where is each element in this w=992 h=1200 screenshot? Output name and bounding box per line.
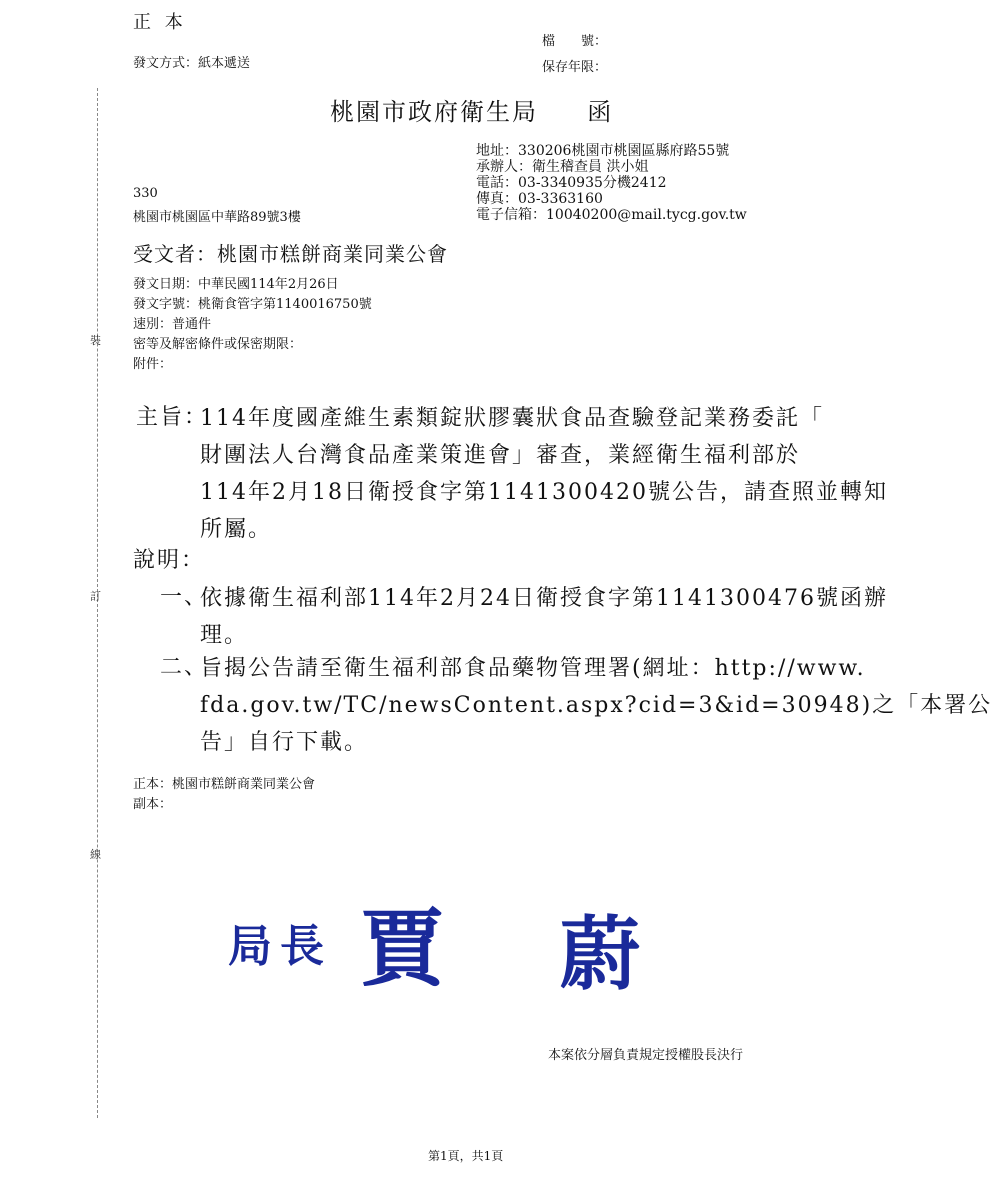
- secrecy-level: 密等及解密條件或保密期限：: [133, 337, 303, 352]
- distribution-original: 正本：桃園市糕餅商業同業公會: [133, 777, 316, 792]
- doc-type: 函: [587, 98, 614, 126]
- document-title: [330, 92, 613, 127]
- binding-mark: 訂: [90, 590, 101, 603]
- explanation-item: [200, 650, 992, 761]
- agency-name: 桃園市政府衛生局: [330, 98, 538, 126]
- subject-line: 114年2月18日衛授食字第1141300420號公告，請查照並轉知: [200, 480, 888, 505]
- subject-body: [200, 400, 888, 548]
- file-number-label: 檔 號：: [542, 34, 608, 49]
- explanation-item: [200, 580, 888, 654]
- contact-phone: 電話：03-3340935分機2412: [476, 175, 667, 191]
- binding-mark: 線: [90, 848, 101, 861]
- contact-address: 地址：330206桃園市桃園區縣府路55號: [476, 143, 730, 159]
- explanation-line: 理。: [200, 623, 249, 648]
- send-method: 發文方式：紙本遞送: [133, 56, 251, 71]
- explanation-line: 旨揭公告請至衛生福利部食品藥物管理署(網址：http://www.: [200, 656, 866, 681]
- subject-line: 114年度國產維生素類錠狀膠囊狀食品查驗登記業務委託「: [200, 406, 824, 431]
- recipient: 受文者：桃園市糕餅商業同業公會: [133, 242, 448, 266]
- explanation-item-number: 一、: [160, 585, 209, 610]
- recipient-address: 桃園市桃園區中華路89號3樓: [133, 210, 301, 225]
- contact-handler: 承辦人：衛生稽查員 洪小姐: [476, 159, 649, 175]
- issue-date: 發文日期：中華民國114年2月26日: [133, 277, 339, 292]
- explanation-line: 告」自行下載。: [200, 730, 369, 755]
- doc-number: 發文字號：桃衛食管字第1140016750號: [133, 297, 372, 312]
- signature-name-1: 賈: [360, 899, 445, 998]
- signature-name-2: 蔚: [560, 907, 640, 1001]
- explanation-line: 依據衛生福利部114年2月24日衛授食字第1141300476號函辦: [200, 586, 888, 611]
- copy-type: 正 本: [133, 12, 187, 33]
- explanation-item-number: 二、: [160, 655, 209, 680]
- agency-contact: [476, 143, 747, 223]
- authorization-note: 本案依分層負責規定授權股長決行: [548, 1048, 744, 1063]
- recipient-postal-code: 330: [133, 186, 158, 201]
- distribution: [133, 775, 315, 815]
- subject-label: 主旨：: [136, 405, 209, 430]
- distribution-copy: 副本：: [133, 797, 173, 812]
- contact-email: 電子信箱：10040200@mail.tycg.gov.tw: [476, 207, 747, 223]
- page-number: 第1頁，共1頁: [428, 1149, 504, 1163]
- binding-mark: 裝: [90, 334, 101, 347]
- contact-fax: 傳真：03-3363160: [476, 191, 603, 207]
- attachment: 附件：: [133, 357, 173, 372]
- subject-line: 所屬。: [200, 517, 273, 542]
- signature-title: 局長: [228, 921, 332, 972]
- explanation-line: fda.gov.tw/TC/newsContent.aspx?cid=3&id=30948)之「本署公: [200, 693, 992, 718]
- explanation-label: 說明：: [133, 548, 206, 573]
- retention-label: 保存年限：: [542, 60, 608, 75]
- speed-class: 速別：普通件: [133, 317, 212, 332]
- subject-line: 財團法人台灣食品產業策進會」審查，業經衛生福利部於: [200, 443, 801, 468]
- document-meta: [133, 275, 372, 375]
